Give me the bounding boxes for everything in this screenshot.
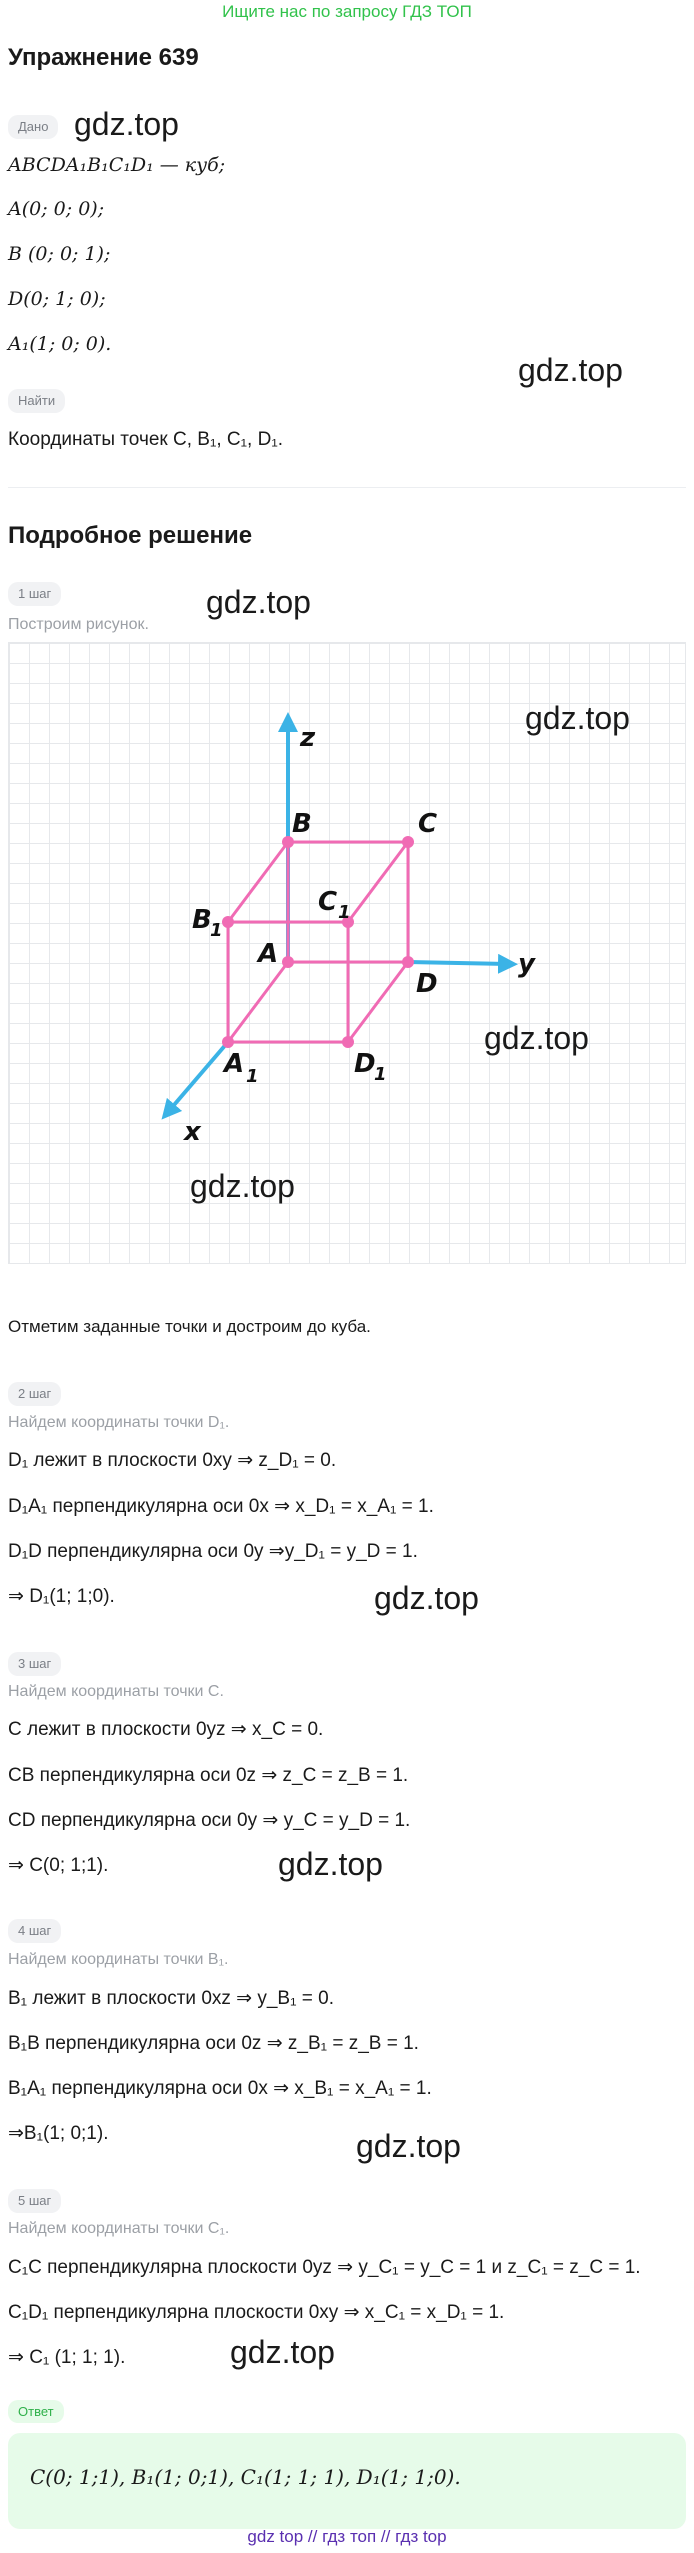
step-line: C₁D₁ перпендикулярна плоскости 0xy ⇒ x_C₁ = x_D₁ = 1. <box>8 2302 505 2323</box>
step-line: ⇒ C(0; 1;1). <box>8 1855 109 1876</box>
given-line-2: A(0; 0; 0); <box>8 198 105 220</box>
step-line: C₁C перпендикулярна плоскости 0yz ⇒ y_C₁ = y_C = 1 и z_C₁ = z_C = 1. <box>8 2257 641 2278</box>
answer-text: C(0; 1;1), B₁(1; 0;1), C₁(1; 1; 1), D₁(1; 1;0). <box>30 2465 461 2489</box>
watermark: gdz.top <box>518 352 623 388</box>
label-A: A <box>258 939 279 969</box>
step-label: 4 шаг <box>8 1919 61 1943</box>
step-line: CD перпендикулярна оси 0y ⇒ y_C = y_D = 1. <box>8 1810 411 1831</box>
watermark: gdz.top <box>206 584 311 620</box>
step-hint: Найдем координаты точки C. <box>8 1683 224 1700</box>
step-line: ⇒ D₁(1; 1;0). <box>8 1586 115 1607</box>
step-line: D₁ лежит в плоскости 0xy ⇒ z_D₁ = 0. <box>8 1450 337 1471</box>
answer-label: Ответ <box>8 2400 64 2423</box>
given-label: Дано <box>8 115 58 139</box>
step-line: B₁A₁ перпендикулярна оси 0x ⇒ x_B₁ = x_A₁ = 1. <box>8 2078 432 2099</box>
x-axis <box>168 1042 228 1112</box>
label-A1-sub: 1 <box>246 1066 259 1087</box>
label-z: z <box>300 723 316 753</box>
given-line-1: ABCDA₁B₁C₁D₁ — куб; <box>8 154 226 176</box>
vertex-A <box>282 956 294 968</box>
step-line: C лежит в плоскости 0yz ⇒ x_C = 0. <box>8 1719 324 1740</box>
solution-title: Подробное решение <box>8 522 253 549</box>
watermark: gdz.top <box>484 1020 589 1056</box>
label-C1-sub: 1 <box>338 902 351 923</box>
step-label: 5 шаг <box>8 2189 61 2213</box>
step-line: CB перпендикулярна оси 0z ⇒ z_C = z_B = 1. <box>8 1765 409 1786</box>
step-hint: Построим рисунок. <box>8 616 149 633</box>
vertex-A1 <box>222 1036 234 1048</box>
search-banner[interactable]: Ищите нас по запросу ГДЗ ТОП <box>222 2 472 21</box>
watermark: gdz.top <box>190 1168 295 1204</box>
step-hint: Найдем координаты точки D₁. <box>8 1414 230 1431</box>
step-line: B₁ лежит в плоскости 0xz ⇒ y_B₁ = 0. <box>8 1988 335 2009</box>
label-A1: A <box>224 1049 245 1079</box>
step-1-conclusion: Отметим заданные точки и достроим до куба. <box>8 1317 371 1336</box>
vertex-B1 <box>222 916 234 928</box>
vertex-D1 <box>342 1036 354 1048</box>
step-line: ⇒B₁(1; 0;1). <box>8 2123 109 2144</box>
vertex-C <box>402 836 414 848</box>
label-B: B <box>292 809 312 839</box>
label-D: D <box>416 969 438 999</box>
step-line: ⇒ C₁ (1; 1; 1). <box>8 2347 126 2368</box>
given-line-4: D(0; 1; 0); <box>8 288 106 310</box>
watermark: gdz.top <box>278 1846 383 1882</box>
edge-BB1 <box>228 842 288 922</box>
y-axis <box>408 962 508 964</box>
step-label: 3 шаг <box>8 1652 61 1676</box>
step-label: 1 шаг <box>8 582 61 606</box>
edge-AA1 <box>228 962 288 1042</box>
step-line: D₁A₁ перпендикулярна оси 0x ⇒ x_D₁ = x_A₁ = 1. <box>8 1496 434 1517</box>
label-y: y <box>518 949 535 979</box>
step-label: 2 шаг <box>8 1382 61 1406</box>
find-label: Найти <box>8 389 65 413</box>
label-C1: C <box>318 887 338 917</box>
watermark: gdz.top <box>230 2334 335 2370</box>
label-C: C <box>418 809 438 839</box>
watermark: gdz.top <box>74 106 179 142</box>
step-line: B₁B перпендикулярна оси 0z ⇒ z_B₁ = z_B = 1. <box>8 2033 419 2054</box>
label-B1: B <box>192 905 212 935</box>
edge-CC1 <box>348 842 408 922</box>
vertex-D <box>402 956 414 968</box>
label-x: x <box>184 1117 201 1147</box>
label-B1-sub: 1 <box>210 920 223 941</box>
step-hint: Найдем координаты точки C₁. <box>8 2220 230 2237</box>
given-line-3: B (0; 0; 1); <box>8 243 111 265</box>
footer-links[interactable]: gdz top // гдз топ // гдз top <box>247 2527 447 2546</box>
edge-DD1 <box>348 962 408 1042</box>
find-text: Координаты точек C, B₁, C₁, D₁. <box>8 429 284 450</box>
given-line-5: A₁(1; 0; 0). <box>8 333 112 355</box>
page-title: Упражнение 639 <box>8 44 199 71</box>
watermark: gdz.top <box>525 700 630 736</box>
label-D1-sub: 1 <box>374 1064 387 1085</box>
watermark: gdz.top <box>356 2128 461 2164</box>
divider <box>8 487 686 488</box>
step-hint: Найдем координаты точки B₁. <box>8 1951 229 1968</box>
step-line: D₁D перпендикулярна оси 0y ⇒y_D₁ = y_D = 1. <box>8 1541 418 1562</box>
watermark: gdz.top <box>374 1580 479 1616</box>
label-D1: D <box>354 1049 376 1079</box>
